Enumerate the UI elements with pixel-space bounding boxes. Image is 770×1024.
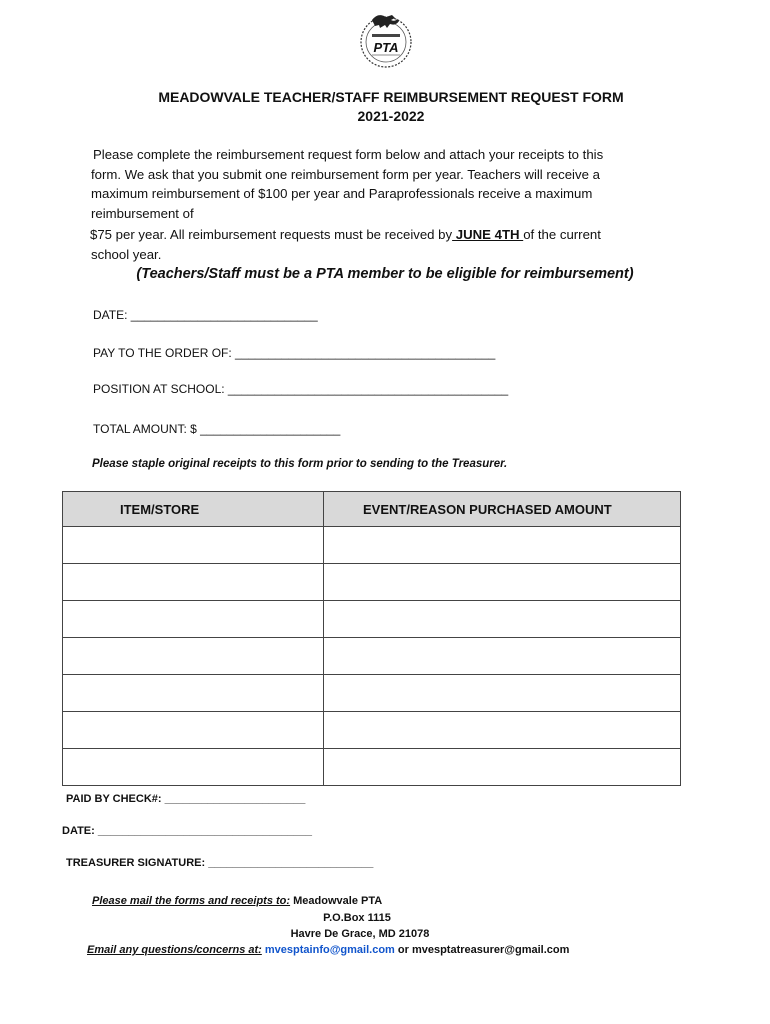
staple-note: Please staple original receipts to this form prior to sending to the Treasurer. <box>92 458 508 470</box>
column-header-event-reason: EVENT/REASON PURCHASED AMOUNT <box>324 492 681 527</box>
pta-logo <box>350 8 422 68</box>
table-cell[interactable] <box>324 601 681 638</box>
svg-text:PTA: PTA <box>373 40 399 55</box>
table-cell[interactable] <box>324 749 681 786</box>
treasurer-signature-field[interactable]: TREASURER SIGNATURE: ___________________________ <box>66 857 374 869</box>
table-row <box>63 749 681 786</box>
table-cell[interactable] <box>324 712 681 749</box>
date-field[interactable]: DATE: ____________________________ <box>93 308 318 322</box>
pta-seal <box>350 8 422 68</box>
items-table <box>62 491 681 786</box>
table-row <box>63 564 681 601</box>
table-cell[interactable] <box>63 712 324 749</box>
table-cell[interactable] <box>63 527 324 564</box>
table-cell[interactable] <box>324 638 681 675</box>
form-title: MEADOWVALE TEACHER/STAFF REIMBURSEMENT REQUEST FORM <box>158 89 624 105</box>
intro-line: form. We ask that you submit one reimbursement form per year. Teachers will receive a <box>91 166 600 182</box>
paid-by-check-field[interactable]: PAID BY CHECK#: _______________________ <box>66 793 306 805</box>
email-or: or <box>394 944 412 956</box>
email-label: Email any questions/concerns at: <box>87 944 262 956</box>
intro-line: school year. <box>91 246 162 262</box>
membership-notice: (Teachers/Staff must be a PTA member to be eligible for reimbursement) <box>136 266 634 282</box>
deadline: JUNE 4TH <box>452 227 524 242</box>
intro-paragraph <box>91 145 651 264</box>
column-header-item-store: ITEM/STORE <box>63 492 324 527</box>
mail-org: Meadowvale PTA <box>290 895 383 907</box>
table-row <box>63 675 681 712</box>
intro-line: maximum reimbursement of $100 per year and Paraprofessionals receive a maximum <box>91 186 593 201</box>
email-link-info[interactable]: mvesptainfo@gmail.com <box>264 944 395 956</box>
mail-label: Please mail the forms and receipts to: <box>92 895 291 907</box>
table-cell[interactable] <box>63 638 324 675</box>
table-cell[interactable] <box>324 675 681 712</box>
total-amount-field[interactable]: TOTAL AMOUNT: $ _____________________ <box>93 422 341 436</box>
form-year: 2021-2022 <box>357 108 425 124</box>
intro-text: of the current <box>523 227 601 242</box>
email-line <box>87 944 569 956</box>
table-header-row <box>63 492 681 527</box>
horse-icon <box>372 15 399 28</box>
table-cell[interactable] <box>63 564 324 601</box>
mail-city: Havre De Grace, MD 21078 <box>290 928 430 940</box>
pay-to-field[interactable]: PAY TO THE ORDER OF: _______________________________________ <box>93 346 496 360</box>
intro-line-deadline <box>90 225 651 245</box>
position-field[interactable]: POSITION AT SCHOOL: __________________________________________ <box>93 382 509 396</box>
table-row <box>63 712 681 749</box>
table-cell[interactable] <box>324 527 681 564</box>
table-cell[interactable] <box>63 601 324 638</box>
intro-line: Please complete the reimbursement request form below and attach your receipts to this <box>93 147 604 162</box>
mail-po-box: P.O.Box 1115 <box>323 912 391 924</box>
table-row <box>63 638 681 675</box>
intro-text: $75 per year. All reimbursement requests must be received by <box>90 227 453 242</box>
table-row <box>63 601 681 638</box>
table-cell[interactable] <box>63 749 324 786</box>
mail-instructions <box>92 895 382 907</box>
table-cell[interactable] <box>324 564 681 601</box>
treasurer-date-field[interactable]: DATE: ___________________________________ <box>62 825 312 837</box>
table-cell[interactable] <box>63 675 324 712</box>
intro-line: reimbursement of <box>91 205 194 221</box>
table-row <box>63 527 681 564</box>
email-treasurer[interactable]: mvesptatreasurer@gmail.com <box>411 944 570 956</box>
